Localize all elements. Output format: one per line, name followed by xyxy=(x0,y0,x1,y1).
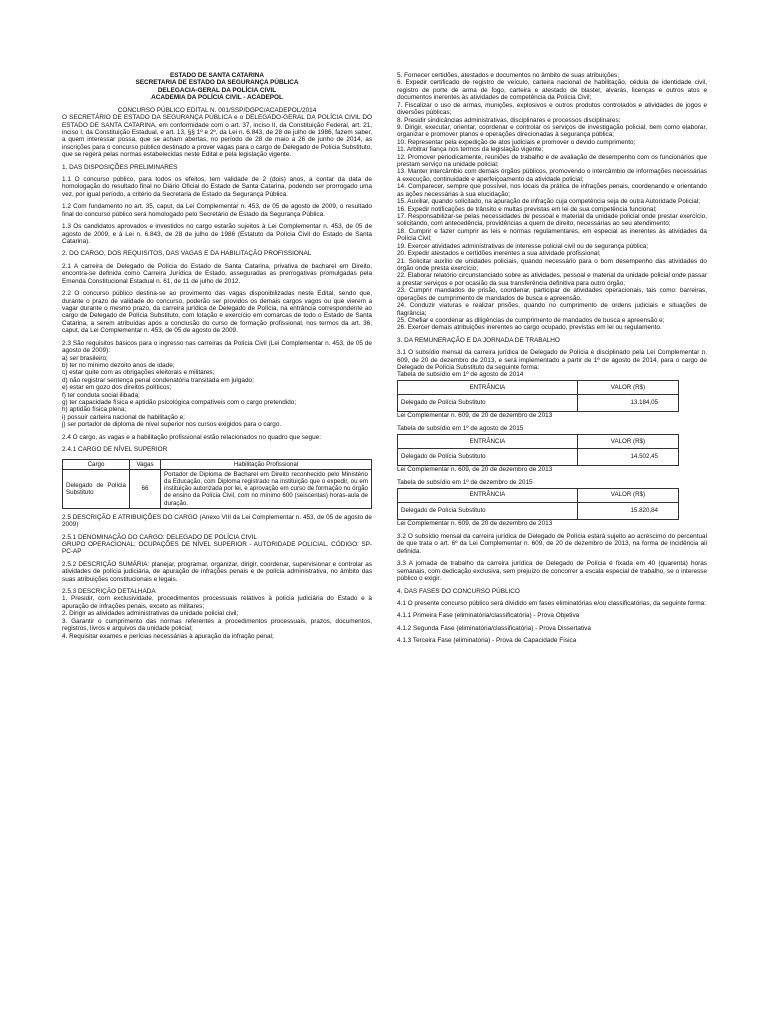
section-1-title: 1. DAS DISPOSIÇÕES PRELIMINARES xyxy=(62,163,178,171)
list-item: 25. Chefiar e coordenar as diligências de cumprimento de mandados de busca e apreensão e; xyxy=(397,316,665,324)
header-cargo: Cargo xyxy=(63,459,130,469)
paragraph-2-4: 2.4 O cargo, as vagas e a habilitação profissional estão relacionados no quadro que segue: xyxy=(62,433,321,441)
cell-valor: 13.184,05 xyxy=(577,394,678,411)
header-line-secretaria: SECRETARIA DE ESTADO DA SEGURANÇA PÚBLICA xyxy=(135,79,299,87)
table-header-row xyxy=(398,488,679,502)
section-2-title: 2. DO CARGO, DOS REQUISITOS, DAS VAGAS E DA HABILITAÇÃO PROFISSIONAL xyxy=(62,250,312,258)
header-vagas: Vagas xyxy=(130,459,161,469)
list-item: 14. Comparecer, sempre que possível, nos locais da prática de infrações penais, coordenando e orientando as ações necessárias à sua elucidação; xyxy=(397,183,707,198)
subsection-2-4-1: 2.4.1 CARGO DE NÍVEL SUPERIOR xyxy=(62,446,168,454)
paragraph-1-1: 1.1 O concurso público, para todos os efeitos, tem validade de 2 (dois) anos, a contar da data de homologação do resultado final no Diário Oficial do Estado de Santa Catarina, podendo ser prorrogado uma vez, por igual período, a critério da Secretaria de Estado da Segurança Pública. xyxy=(62,176,372,198)
cell-vagas: 66 xyxy=(130,469,161,508)
requirement-item: c) estar quite com as obrigações eleitorais e militares; xyxy=(62,369,215,377)
cell-valor: 15.820,84 xyxy=(577,502,678,519)
header-habilitacao: Habilitação Profissional xyxy=(161,459,372,469)
paragraph-grupo: GRUPO OPERACIONAL: OCUPAÇÕES DE NÍVEL SUPERIOR - AUTORIDADE POLICIAL. CÓDIGO: SP-PC-AP xyxy=(62,540,372,556)
table-caption: Tabela de subsídio em 1º de agosto de 2015 xyxy=(397,425,524,433)
list-item: 5. Fornecer certidões, atestados e documentos no âmbito de suas atribuições; xyxy=(397,72,620,79)
requirement-item: a) ser brasileiro; xyxy=(62,354,108,362)
subsidy-table-aug-2015 xyxy=(397,434,679,466)
list-item: 17. Responsabilizar-se pelas necessidades de pessoal e material da unidade policial onde prestar exercício, solicitando, com antecedência, providências a quem de direito, necessárias ao seu atendimento; xyxy=(397,213,707,228)
list-item: 24. Conduzir viaturas e realizar prisões, quando no cumprimento de ordens judiciais e situações de flagrância; xyxy=(397,302,707,317)
list-item: 7. Fiscalizar o uso de armas, munições, explosivos e outros produtos controlados e atividades de jogos e diversões públicas; xyxy=(397,101,707,117)
table-footnote: Lei Complementar n. 609, de 20 de dezembro de 2013 xyxy=(397,465,553,473)
table-row xyxy=(63,469,372,508)
paragraph-2-3: 2.3 São requisitos básicos para o ingresso nas carreiras da Polícia Civil (Lei Complementar n. 453, de 05 de agosto de 2009): xyxy=(62,339,372,355)
list-item: 9. Dirigir, executar, orientar, coordenar e controlar os serviços de investigação policial, bem como elaborar, organizar e promover planos e operações direcionadas à segurança pública; xyxy=(397,123,707,139)
list-item: 26. Exercer demais atribuições inerentes ao cargo ocupado, previstas em lei ou regulamento. xyxy=(397,324,662,332)
requirement-item: h) aptidão física plena; xyxy=(62,406,127,414)
cell-cargo: Delegado de Polícia Substituto xyxy=(398,502,578,519)
paragraph-2-5-2: 2.5.2 DESCRIÇÃO SUMÁRIA: planejar, programar, organizar, dirigir, coordenar, supervisionar e controlar as atividades de polícia judiciária, de apuração de infrações penais e de polícia administrativa, no âmbito das suas atribuições constitucionais e legais. xyxy=(62,560,372,583)
list-item: 12. Promover periodicamente, reuniões de trabalho e de avaliação de desempenho com os funcionários que prestam serviço na unidade policial; xyxy=(397,153,707,169)
list-item: 1. Presidir, com exclusividade, procedimentos processuais relativos à polícia judiciária do Estado e à apuração de infrações penais, exceto as militares; xyxy=(62,595,372,610)
paragraph-4-1-3: 4.1.3 Terceira Fase (eliminatória) - Prova de Capacidade Física xyxy=(397,637,577,645)
paragraph-3-1: 3.1 O subsídio mensal da carreira jurídica de Delegado de Polícia é disciplinado pela Lei Complementar n. 609, de 20 de dezembro de 2013, e será implementado a partir de 1º de agosto de 2014, para o cargo de Delegado de Polícia Substituto da seguinte forma: xyxy=(397,349,707,372)
paragraph-4-1: 4.1 O presente concurso público será dividido em fases eliminatórias e/ou classificatórias, da seguinte forma: xyxy=(397,599,707,607)
list-item: 23. Cumprir mandados de prisão, coordenar, participar de atividades operacionais, tais como: barreiras, operações de cumprimento de mandados de busca e apreensão. xyxy=(397,287,707,302)
paragraph-3-3: 3.3 A jornada de trabalho da carreira jurídica de Delegado de Polícia é fixada em 40 (quarenta) horas semanais, com dedicação exclusiva, sem prejuízo de concorrer a escala especial de trabalho, se o interesse público o exigir. xyxy=(397,560,707,583)
header-line-state: ESTADO DE SANTA CATARINA xyxy=(169,72,265,79)
paragraph-2-5-1: 2.5.1 DENOMINAÇÃO DO CARGO: DELEGADO DE POLÍCIA CIVIL xyxy=(62,533,257,541)
right-column xyxy=(397,72,707,650)
subsidy-table-2014 xyxy=(397,380,679,412)
table-header-row xyxy=(398,434,679,448)
header-line-academia: ACADEMIA DA POLÍCIA CIVIL - ACADEPOL xyxy=(151,94,283,102)
list-item: 6. Expedir certificado de registro de veículo, carteira nacional de habilitação, cédula de identidade civil, registro de porte de arma de fogo, carteira e atestado de blaster, alvarás, licenças e outros atos e documentos inerentes às atividades de competência da Polícia Civil; xyxy=(397,79,707,102)
paragraph-2-5: 2.5 DESCRIÇÃO E ATRIBUIÇÕES DO CARGO (Anexo VIII da Lei Complementar n. 453, de 05 de agosto de 2009) xyxy=(62,513,372,529)
requirement-item: i) possuir carteira nacional de habilitação e; xyxy=(62,413,185,421)
list-item: 16. Expedir notificações de trânsito e multas previstas em lei de sua competência funcional; xyxy=(397,205,657,213)
requirement-item: g) ter capacidade física e aptidão psicológica compatíveis com o cargo pretendido; xyxy=(62,399,297,407)
list-item: 13. Manter intercâmbio com demais órgãos públicos, promovendo o intercâmbio de informações necessárias à execução, continuidade e aperfeiçoamento da atividade policial; xyxy=(397,168,707,183)
paragraph-2-1: 2.1 A carreira de Delegado de Polícia do Estado de Santa Catarina, privativa de bacharel em Direito, encontra-se definida como Carreira Jurídica de Estado, asseguradas as prerrogativas promulgadas pela Emenda Constitucional Estadual n. 61, de 11 de julho de 2012. xyxy=(62,262,372,285)
requirement-item: e) estar em gozo dos direitos políticos; xyxy=(62,384,172,392)
table-footnote: Lei Complementar n. 609, de 20 de dezembro de 2013 xyxy=(397,519,553,527)
table-header-row xyxy=(63,459,372,469)
list-item: 4. Requisitar exames e perícias necessárias à apuração da infração penal; xyxy=(62,632,274,640)
paragraph-1-2: 1.2 Com fundamento no art. 35, caput, da Lei Complementar n. 453, de 05 de agosto de 2009, o resultado final do concurso público será homologado pelo Secretário de Estado da Segurança Pública. xyxy=(62,203,372,218)
header-valor: VALOR (R$) xyxy=(577,380,678,394)
table-footnote: Lei Complementar n. 609, de 20 de dezembro de 2013 xyxy=(397,411,553,419)
attributions-list xyxy=(397,72,707,332)
section-3-title: 3. DA REMUNERAÇÃO E DA JORNADA DE TRABALHO xyxy=(397,336,560,344)
cargo-table xyxy=(62,459,372,509)
requirement-item: b) ter no mínimo dezoito anos de idade; xyxy=(62,361,175,369)
edital-title: CONCURSO PÚBLICO EDITAL N. 001/SSP/DGPC/ACADEPOL/2014 xyxy=(117,106,317,114)
table-row xyxy=(398,394,679,411)
subsection-2-5-3: 2.5.3 DESCRIÇÃO DETALHADA xyxy=(62,588,156,596)
cell-cargo: Delegado de Polícia Substituto xyxy=(63,469,130,508)
intro-paragraph: O SECRETÁRIO DE ESTADO DA SEGURANÇA PÚBLICA e o DELEGADO-GERAL DA POLÍCIA CIVIL DO ESTADO DE SANTA CATARINA, em conformidade com o art. 37, inciso II, da Constituição Federal, art. 21, inciso I, da Constituição Estadual, e art. 13, §§ 1º e 2º, da Lei n. 6.843, de 28 de julho de 1986, fazem saber, a quem interessar possa, que se acham abertas, no período de 28 de maio a 26 de junho de 2014, as inscrições para o concurso público destinado a prover vagas para o cargo de Delegado de Polícia Substituto, que se regerá pelas normas estabelecidas neste Edital e pela legislação vigente. xyxy=(62,114,372,159)
requirement-item: f) ter conduta social ilibada; xyxy=(62,391,140,399)
table-row xyxy=(398,448,679,465)
paragraph-2-2: 2.2 O concurso público destina-se ao provimento das vagas disponibilizadas neste Edital, sendo que, durante o prazo de validade do concurso, poderão ser providos os demais cargos vagos ou que vierem a vagar durante o mesmo prazo, da carreira jurídica de Delegado de Polícia, na entrância correspondente ao cargo de Delegado de Polícia Substituto, com lotação e exercício em comarcas de todo o Estado de Santa Catarina, a serem atribuídas após a conclusão do curso de formação profissional, nos termos da art. 36, caput, da Lei Complementar n. 453, de 05 de agosto de 2009. xyxy=(62,290,372,335)
list-item: 2. Dirigir as atividades administrativas da unidade policial civil; xyxy=(62,610,239,618)
header-valor: VALOR (R$) xyxy=(577,488,678,502)
subsidy-table-dec-2015 xyxy=(397,488,679,520)
header-entrancia: ENTRÂNCIA xyxy=(398,380,578,394)
paragraph-1-3: 1.3 Os candidatos aprovados e investidos no cargo estarão sujeitos à Lei Complementar n. 453, de 05 de agosto de 2009, e à Lei n. 6.843, de 28 de julho de 1986 (Estatuto da Polícia Civil do Estado de Santa Catarina). xyxy=(62,223,372,246)
list-item: 19. Exercer atividades administrativas de interesse policial civil ou de segurança pública; xyxy=(397,242,649,250)
paragraph-3-2: 3.2 O subsídio mensal da carreira jurídica de Delegado de Polícia estará sujeito ao acréscimo do percentual de que trata o art. 6º da Lei Complementar n. 609, de 20 de dezembro de 2013, na forma de incidência ali definida. xyxy=(397,532,707,555)
header-valor: VALOR (R$) xyxy=(577,434,678,448)
table-header-row xyxy=(398,380,679,394)
list-item: 3. Garantir o cumprimento das normas referentes a procedimentos processuais, prazos, documentos, registros, livros e arquivos da unidade policial; xyxy=(62,617,372,633)
table-caption: Tabela de subsídio em 1º de dezembro de 2015 xyxy=(397,479,533,487)
list-item: 10. Representar pela expedição de atos judiciais e promover o devido cumprimento; xyxy=(397,138,636,146)
cell-cargo: Delegado de Polícia Substituto xyxy=(398,394,578,411)
cell-habilitacao: Portador de Diploma de Bacharel em Direito reconhecido pelo Ministério da Educação, com Diploma registrado na instituição que o expedir, ou em instituição autorizada por lei, e aprovação em curso de formação no órgão de ensino da Polícia Civil, com no mínimo 600 (seiscentas) horas-aula de duração. xyxy=(161,469,372,508)
list-item: 22. Elaborar relatório circunstanciado sobre as atividades, pessoal e material da unidade policial onde passar a prestar serviços e por ocasião da sua transferência definitiva para outro órgão; xyxy=(397,272,707,287)
left-column xyxy=(62,72,372,640)
paragraph-4-1-2: 4.1.2 Segunda Fase (eliminatória/classificatória) - Prova Dissertativa xyxy=(397,624,591,632)
list-item: 18. Cumprir e fazer cumprir as leis e normas regulamentares, em especial as inerentes às atividades da Polícia Civil; xyxy=(397,227,707,243)
list-item: 8. Presidir sindicâncias administrativas, disciplinares e processos disciplinares; xyxy=(397,116,621,124)
table-caption: Tabela de subsídio em 1º de agosto de 2014 xyxy=(397,371,524,379)
list-item: 15. Auxiliar, quando solicitado, na apuração de infração cuja competência seja de outra Autoridade Policial; xyxy=(397,198,701,206)
table-row xyxy=(398,502,679,519)
header-entrancia: ENTRÂNCIA xyxy=(398,434,578,448)
section-4-title: 4. DAS FASES DO CONCURSO PÚBLICO xyxy=(397,587,520,595)
cell-cargo: Delegado de Polícia Substituto xyxy=(398,448,578,465)
list-item: 20. Expedir atestados e certidões inerentes a sua atividade profissional; xyxy=(397,250,601,258)
requirement-item: d) não registrar sentença penal condenatória transitada em julgado; xyxy=(62,376,254,384)
list-item: 11. Arbitrar fiança nos termos da legislação vigente; xyxy=(397,146,544,154)
requirement-item: j) ser portador de diploma de nível superior nos cursos exigidos para o cargo. xyxy=(62,421,282,429)
cell-valor: 14.502,45 xyxy=(577,448,678,465)
list-item: 21. Solicitar auxílio de unidades policiais, quando necessário para o bom desempenho das atividades do órgão onde presta exercício; xyxy=(397,257,707,272)
header-line-delegacia: DELEGACIA-GERAL DA POLÍCIA CIVIL xyxy=(157,86,277,94)
header-entrancia: ENTRÂNCIA xyxy=(398,488,578,502)
requirements-list xyxy=(62,355,372,429)
paragraph-4-1-1: 4.1.1 Primeira Fase (eliminatória/classificatória) - Prova Objetiva xyxy=(397,612,580,620)
